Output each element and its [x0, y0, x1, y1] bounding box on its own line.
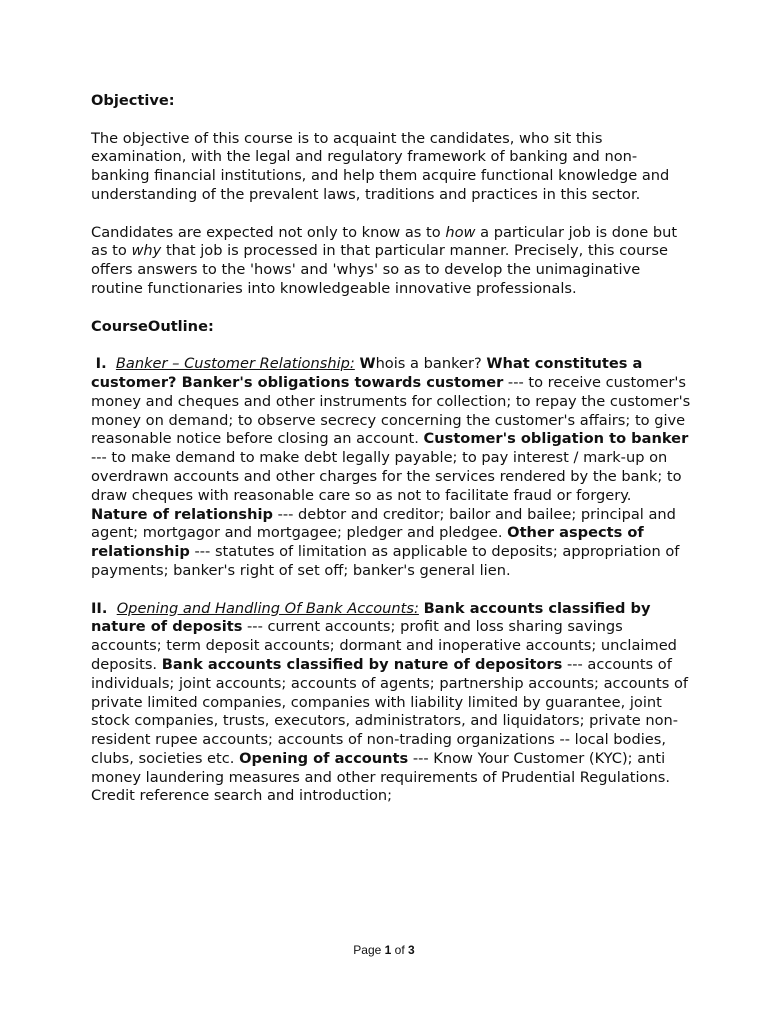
section-1-title: Banker – Customer Relationship:: [115, 355, 355, 373]
section-2-t4: Bank accounts classified by nature of depositors: [161, 655, 563, 673]
section-2-t3: --- current accounts; profit and loss sharing savings accounts; term deposit accounts; dormant and inoperative accounts; unclaimed deposits.: [91, 618, 677, 673]
section-1-t4: --- to receive customer's money and cheques and other instruments for collection; to repay the customer's money on demand; to observe secrecy concerning the customer's affairs; to give reasonable notice before closing an account.: [91, 373, 691, 448]
objective-p2-text-b: a particular job is done but as to: [91, 223, 678, 260]
section-2-t5: --- accounts of individuals; joint accounts; accounts of agents; partnership accounts; accounts of private limited companies, companies with liability limited by guarantee, joint stock companies, trusts, executors, administrators, and liquidators; private non-resident rupee accounts; accounts of non-trading organizations -- local bodies, clubs, societies etc.: [91, 655, 689, 767]
objective-p2-text-a: Candidates are expected not only to know as to: [91, 223, 446, 241]
section-1-w2: W: [486, 355, 503, 373]
footer-page-total: 3: [408, 943, 415, 957]
footer-page-word: Page: [353, 943, 385, 957]
section-2-numeral: II.: [91, 599, 108, 617]
outline-section-2: [91, 600, 691, 807]
objective-paragraph-2: [91, 224, 691, 299]
objective-p2-why: why: [131, 242, 162, 260]
section-2-t2: Bank accounts classified by nature of deposits: [91, 599, 651, 636]
objective-p2-how: how: [445, 223, 476, 241]
section-1-t6: --- to make demand to make debt legally payable; to pay interest / mark-up on overdrawn accounts and other charges for the services rendered by the bank; to draw cheques with reasonable care so as not to facilitate fraud or forgery.: [91, 449, 682, 504]
objective-paragraph-1: The objective of this course is to acquaint the candidates, who sit this examination, with the legal and regulatory framework of banking and non-banking financial institutions, and help them acquire functional knowledge and understanding of the prevalent laws, traditions and practices in this sector.: [91, 129, 670, 203]
section-1-t3: hat constitutes a customer? Banker's obligations towards customer: [91, 355, 643, 391]
footer-of-word: of: [391, 943, 409, 957]
section-1-t10: --- statutes of limitation as applicable to deposits; appropriation of payments; banker's right of set off; banker's general lien.: [91, 543, 680, 579]
objective-p2-text-c: that job is processed in that particular manner. Precisely, this course offers answers to the 'hows' and 'whys' so as to develop the unimaginative routine functionaries into knowledgeable innovative professionals.: [91, 242, 668, 297]
page-content: [91, 92, 691, 806]
section-1-t8: --- debtor and creditor; bailor and bailee; principal and agent; mortgagor and mortgagee; pledger and pledgee.: [91, 505, 676, 542]
section-1-t7: Nature of relationship: [91, 505, 273, 523]
footer-page-number: 1: [384, 943, 392, 957]
section-1-t5: Customer's obligation to banker: [423, 430, 689, 448]
course-outline-heading: CourseOutline:: [91, 317, 214, 335]
section-2-t6: Opening of accounts: [239, 749, 409, 767]
section-2-t7: --- Know Your Customer (KYC); anti money laundering measures and other requirements of Prudential Regulations. Credit reference search and introduction;: [91, 749, 670, 805]
objective-heading: Objective:: [91, 92, 175, 109]
section-1-t2: hois a banker?: [375, 355, 487, 373]
page-footer: [0, 943, 768, 957]
section-1-t9: Other aspects of relationship: [91, 524, 644, 561]
section-2-title: Opening and Handling Of Bank Accounts:: [116, 599, 419, 617]
outline-section-1: [91, 355, 691, 581]
section-1-w1: W: [359, 355, 376, 373]
section-1-numeral: I.: [95, 355, 107, 373]
